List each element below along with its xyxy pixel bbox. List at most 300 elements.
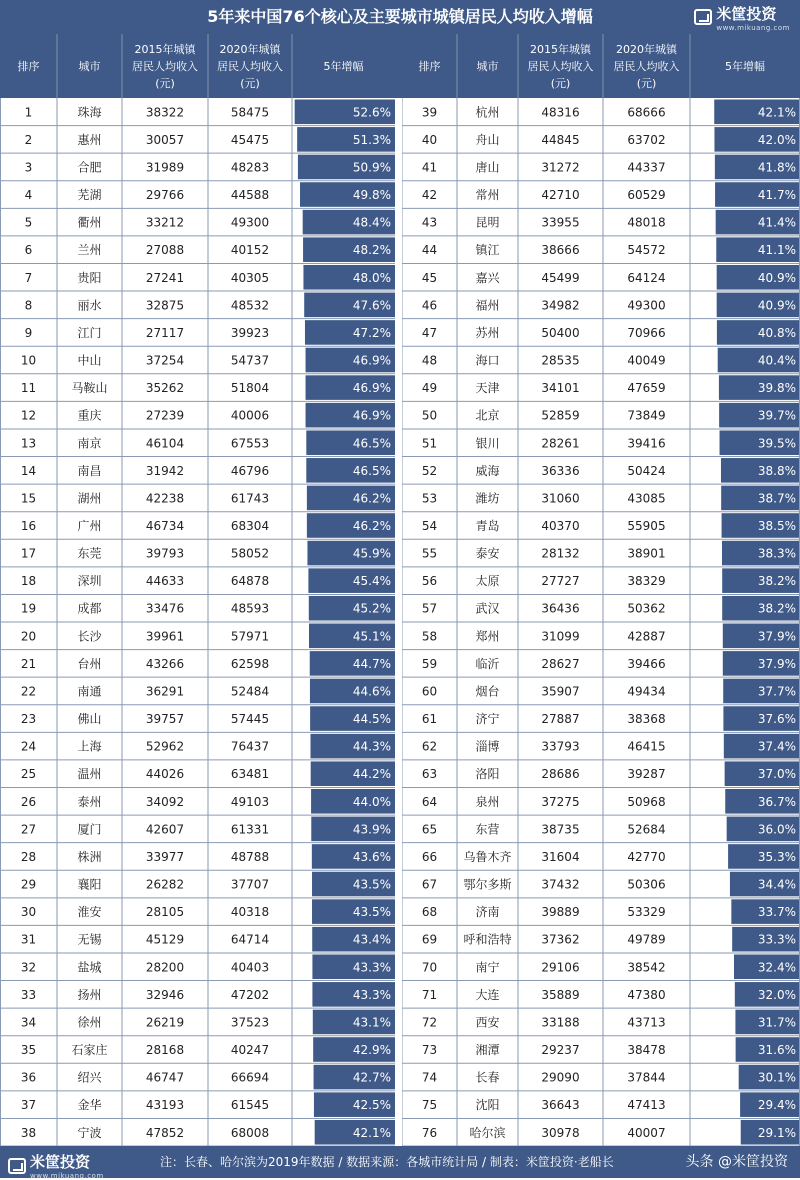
cell-city: 武汉 (475, 601, 500, 616)
cell-income-2020: 40006 (230, 408, 270, 423)
cell-income-2020: 57971 (230, 629, 270, 644)
cell-income-2020: 40152 (230, 243, 270, 258)
cell-income-2015: 48316 (541, 105, 580, 120)
cell-rank: 34 (20, 1015, 37, 1030)
cell-rank: 7 (24, 270, 33, 285)
cell-growth: 43.4% (352, 932, 391, 947)
cell-growth: 43.3% (352, 960, 391, 975)
cell-income-2015: 44633 (145, 574, 185, 589)
cell-income-2020: 50424 (627, 463, 666, 478)
header-rank-right: 排序 (418, 60, 441, 73)
cell-income-2020: 43713 (627, 1015, 666, 1030)
cell-growth: 37.9% (757, 629, 796, 644)
cell-income-2015: 32875 (145, 298, 185, 313)
cell-income-2020: 38542 (627, 960, 666, 975)
cell-rank: 2 (24, 132, 33, 147)
cell-income-2015: 33188 (541, 1015, 580, 1030)
cell-growth: 35.3% (757, 849, 796, 864)
cell-rank: 5 (24, 215, 33, 230)
cell-growth: 48.2% (352, 243, 391, 258)
cell-income-2015: 46104 (145, 436, 185, 451)
logo-url: www.mikuang.com (716, 23, 790, 32)
cell-growth: 50.9% (352, 160, 391, 175)
cell-rank: 60 (421, 684, 438, 699)
cell-rank: 1 (24, 105, 33, 120)
cell-income-2015: 28132 (541, 546, 580, 561)
cell-growth: 43.5% (352, 905, 391, 920)
cell-income-2015: 43193 (145, 1098, 185, 1113)
cell-growth: 45.1% (352, 629, 391, 644)
cell-income-2015: 31099 (541, 629, 580, 644)
cell-growth: 46.9% (352, 408, 391, 423)
cell-income-2015: 42710 (541, 188, 580, 203)
cell-income-2020: 40305 (230, 270, 270, 285)
cell-growth: 46.9% (352, 353, 391, 368)
cell-rank: 17 (20, 546, 37, 561)
cell-growth: 40.9% (757, 270, 796, 285)
cell-income-2015: 37432 (541, 877, 580, 892)
cell-rank: 32 (20, 960, 37, 975)
cell-city: 长沙 (77, 629, 102, 644)
cell-city: 宁波 (77, 1125, 102, 1140)
cell-city: 上海 (77, 739, 102, 754)
cell-growth: 41.1% (757, 243, 796, 258)
cell-city: 苏州 (475, 325, 500, 340)
cell-growth: 30.1% (757, 1070, 796, 1085)
cell-rank: 56 (421, 574, 438, 589)
cell-rank: 70 (421, 960, 438, 975)
cell-income-2020: 68666 (627, 105, 666, 120)
cell-growth: 32.4% (757, 960, 796, 975)
cell-income-2015: 27727 (541, 574, 580, 589)
cell-income-2020: 46415 (627, 739, 666, 754)
cell-income-2020: 57445 (230, 712, 270, 727)
cell-rank: 73 (421, 1043, 438, 1058)
cell-growth: 44.7% (352, 656, 391, 671)
cell-growth: 43.3% (352, 987, 391, 1002)
cell-rank: 19 (20, 601, 37, 616)
cell-income-2015: 36291 (145, 684, 185, 699)
cell-growth: 38.8% (757, 463, 796, 478)
cell-rank: 50 (421, 408, 438, 423)
cell-growth: 44.3% (352, 739, 391, 754)
cell-city: 乌鲁木齐 (463, 849, 512, 864)
cell-growth: 38.7% (757, 491, 796, 506)
header-income-2020-left: 2020年城镇 (219, 43, 281, 56)
cell-growth: 33.3% (757, 932, 796, 947)
cell-city: 温州 (77, 767, 102, 782)
cell-growth: 37.7% (757, 684, 796, 699)
cell-income-2015: 30978 (541, 1125, 580, 1140)
cell-city: 芜湖 (77, 188, 102, 203)
cell-city: 郑州 (475, 629, 500, 644)
cell-income-2020: 63702 (627, 132, 666, 147)
cell-rank: 54 (421, 518, 438, 533)
cell-growth: 34.4% (757, 877, 796, 892)
cell-city: 威海 (475, 463, 500, 478)
header-income-2020-right: (元) (636, 77, 657, 90)
cell-income-2015: 39757 (145, 712, 185, 727)
cell-city: 大连 (475, 987, 500, 1002)
cell-income-2015: 35889 (541, 987, 580, 1002)
cell-rank: 38 (20, 1125, 37, 1140)
cell-income-2020: 54737 (230, 353, 270, 368)
cell-income-2020: 55905 (627, 518, 666, 533)
cell-city: 淄博 (475, 739, 500, 754)
cell-income-2020: 40403 (230, 960, 270, 975)
cell-city: 淮安 (77, 905, 102, 920)
footer-logo-name: 米筐投资 (30, 1153, 91, 1171)
cell-rank: 51 (421, 436, 438, 451)
cell-rank: 29 (20, 877, 37, 892)
cell-city: 洛阳 (475, 767, 500, 782)
cell-income-2015: 42607 (145, 822, 185, 837)
cell-income-2015: 39889 (541, 905, 580, 920)
cell-income-2015: 38735 (541, 822, 580, 837)
cell-city: 海口 (475, 353, 500, 368)
cell-growth: 46.2% (352, 518, 391, 533)
cell-income-2015: 26282 (145, 877, 185, 892)
cell-income-2015: 28168 (145, 1043, 185, 1058)
cell-city: 青岛 (475, 518, 500, 533)
cell-growth: 42.1% (352, 1125, 391, 1140)
cell-growth: 44.2% (352, 767, 391, 782)
header-city-left: 城市 (78, 60, 101, 73)
cell-income-2020: 61545 (230, 1098, 270, 1113)
cell-city: 杭州 (475, 105, 500, 120)
cell-growth: 39.8% (757, 381, 796, 396)
cell-city: 金华 (77, 1098, 102, 1113)
cell-growth: 47.2% (352, 325, 391, 340)
header-income-2015-left: 2015年城镇 (134, 43, 196, 56)
cell-income-2015: 47852 (145, 1125, 185, 1140)
cell-income-2020: 44588 (230, 188, 270, 203)
cell-growth: 37.9% (757, 656, 796, 671)
cell-income-2015: 37254 (145, 353, 185, 368)
cell-rank: 30 (20, 905, 37, 920)
cell-growth: 43.9% (352, 822, 391, 837)
cell-income-2020: 49300 (230, 215, 270, 230)
cell-income-2020: 42770 (627, 849, 666, 864)
cell-rank: 11 (20, 381, 37, 396)
cell-rank: 26 (20, 794, 37, 809)
cell-income-2015: 31060 (541, 491, 580, 506)
cell-income-2015: 44026 (145, 767, 185, 782)
cell-income-2020: 61743 (230, 491, 270, 506)
cell-rank: 28 (20, 849, 37, 864)
cell-income-2020: 38368 (627, 712, 666, 727)
cell-growth: 44.5% (352, 712, 391, 727)
cell-income-2015: 34092 (145, 794, 185, 809)
cell-income-2015: 46734 (145, 518, 185, 533)
cell-income-2020: 50968 (627, 794, 666, 809)
cell-growth: 47.6% (352, 298, 391, 313)
cell-city: 成都 (77, 601, 102, 616)
cell-income-2020: 47380 (627, 987, 666, 1002)
cell-city: 深圳 (77, 574, 102, 589)
header-income-2015-right: 2015年城镇 (530, 43, 591, 56)
header-income-2020-left: (元) (240, 77, 260, 90)
cell-income-2015: 27887 (541, 712, 580, 727)
cell-income-2020: 64878 (230, 574, 270, 589)
cell-city: 合肥 (77, 160, 102, 175)
cell-income-2020: 52684 (627, 822, 666, 837)
cell-income-2020: 40318 (230, 905, 270, 920)
cell-rank: 10 (20, 353, 37, 368)
cell-growth: 38.3% (757, 546, 796, 561)
cell-rank: 71 (421, 987, 438, 1002)
cell-income-2020: 37844 (627, 1070, 666, 1085)
header-income-2020-right: 2020年城镇 (616, 43, 677, 56)
cell-income-2020: 61331 (230, 822, 270, 837)
cell-rank: 3 (24, 160, 33, 175)
cell-rank: 20 (20, 629, 37, 644)
cell-income-2020: 66694 (230, 1070, 270, 1085)
cell-growth: 42.1% (757, 105, 796, 120)
cell-growth: 32.0% (757, 987, 796, 1002)
cell-income-2020: 42887 (627, 629, 666, 644)
cell-income-2020: 46796 (230, 463, 270, 478)
cell-rank: 42 (421, 188, 438, 203)
cell-growth: 38.2% (757, 574, 796, 589)
cell-growth: 45.2% (352, 601, 391, 616)
cell-rank: 72 (421, 1015, 438, 1030)
cell-growth: 38.5% (757, 518, 796, 533)
cell-income-2015: 26219 (145, 1015, 185, 1030)
cell-income-2020: 49789 (627, 932, 666, 947)
cell-growth: 46.5% (352, 436, 391, 451)
cell-income-2020: 52484 (230, 684, 270, 699)
cell-rank: 39 (421, 105, 438, 120)
cell-city: 昆明 (475, 215, 500, 230)
cell-city: 厦门 (77, 822, 102, 837)
footer-logo-url: www.mikuang.com (30, 1172, 104, 1180)
cell-city: 株洲 (77, 849, 102, 864)
cell-income-2015: 39793 (145, 546, 185, 561)
header-income-2015-left: 居民人均收入 (132, 60, 198, 73)
header-rank-left: 排序 (17, 60, 40, 73)
cell-rank: 43 (421, 215, 438, 230)
cell-income-2020: 38901 (627, 546, 666, 561)
cell-rank: 4 (24, 188, 33, 203)
cell-city: 南通 (77, 684, 102, 699)
cell-growth: 41.7% (757, 188, 796, 203)
cell-income-2020: 48788 (230, 849, 270, 864)
cell-income-2020: 37523 (230, 1015, 270, 1030)
cell-income-2020: 50362 (627, 601, 666, 616)
cell-income-2020: 40007 (627, 1125, 666, 1140)
cell-growth: 39.7% (757, 408, 796, 423)
cell-growth: 29.4% (757, 1098, 796, 1113)
cell-income-2020: 48283 (230, 160, 270, 175)
cell-growth: 37.0% (757, 767, 796, 782)
cell-income-2015: 33977 (145, 849, 185, 864)
cell-rank: 35 (20, 1043, 37, 1058)
cell-income-2015: 52962 (145, 739, 185, 754)
cell-income-2015: 35262 (145, 381, 185, 396)
cell-income-2015: 28200 (145, 960, 185, 975)
cell-city: 太原 (475, 574, 500, 589)
header-income-2015-right: (元) (550, 77, 571, 90)
cell-income-2020: 48018 (627, 215, 666, 230)
cell-income-2020: 39416 (627, 436, 666, 451)
cell-rank: 31 (20, 932, 37, 947)
cell-income-2015: 36436 (541, 601, 580, 616)
cell-income-2015: 45499 (541, 270, 580, 285)
cell-growth: 33.7% (757, 905, 796, 920)
cell-city: 沈阳 (475, 1098, 500, 1113)
cell-growth: 43.5% (352, 877, 391, 892)
cell-rank: 74 (421, 1070, 438, 1085)
cell-income-2020: 76437 (230, 739, 270, 754)
cell-growth: 42.7% (352, 1070, 391, 1085)
cell-growth: 48.0% (352, 270, 391, 285)
cell-income-2020: 38329 (627, 574, 666, 589)
cell-income-2015: 46747 (145, 1070, 185, 1085)
cell-city: 南宁 (475, 960, 500, 975)
half-gap (395, 98, 402, 1146)
cell-rank: 18 (20, 574, 37, 589)
cell-growth: 36.7% (757, 794, 796, 809)
cell-city: 丽水 (77, 298, 102, 313)
cell-income-2015: 29237 (541, 1043, 580, 1058)
cell-city: 呼和浩特 (463, 932, 512, 947)
cell-city: 常州 (475, 188, 500, 203)
cell-growth: 43.6% (352, 849, 391, 864)
cell-city: 台州 (77, 656, 102, 671)
cell-growth: 52.6% (352, 105, 391, 120)
cell-growth: 40.9% (757, 298, 796, 313)
cell-rank: 63 (421, 767, 438, 782)
cell-income-2020: 60529 (627, 188, 666, 203)
cell-city: 贵阳 (77, 270, 102, 285)
cell-income-2015: 29766 (145, 188, 185, 203)
cell-income-2020: 38478 (627, 1043, 666, 1058)
cell-rank: 47 (421, 325, 438, 340)
cell-income-2015: 37275 (541, 794, 580, 809)
cell-income-2020: 48593 (230, 601, 270, 616)
cell-income-2015: 39961 (145, 629, 185, 644)
cell-city: 泉州 (475, 794, 500, 809)
cell-growth: 46.5% (352, 463, 391, 478)
cell-city: 衢州 (77, 215, 102, 230)
cell-growth: 42.5% (352, 1098, 391, 1113)
cell-rank: 44 (421, 243, 438, 258)
cell-income-2020: 68304 (230, 518, 270, 533)
cell-growth: 29.1% (757, 1125, 796, 1140)
cell-income-2015: 38666 (541, 243, 580, 258)
cell-rank: 53 (421, 491, 438, 506)
cell-city: 潍坊 (475, 491, 500, 506)
cell-growth: 46.9% (352, 381, 391, 396)
cell-city: 佛山 (77, 712, 102, 727)
footer-logo (8, 1151, 104, 1180)
cell-city: 湖州 (77, 491, 102, 506)
cell-city: 广州 (77, 518, 102, 533)
cell-income-2015: 33212 (145, 215, 185, 230)
cell-growth: 49.8% (352, 188, 391, 203)
cell-income-2015: 28535 (541, 353, 580, 368)
cell-growth: 48.4% (352, 215, 391, 230)
cell-rank: 25 (20, 767, 37, 782)
cell-rank: 66 (421, 849, 438, 864)
cell-income-2015: 37362 (541, 932, 580, 947)
cell-rank: 36 (20, 1070, 37, 1085)
cell-income-2015: 44845 (541, 132, 580, 147)
cell-growth: 44.6% (352, 684, 391, 699)
cell-rank: 33 (20, 987, 37, 1002)
cell-growth: 41.8% (757, 160, 796, 175)
cell-city: 临沂 (475, 656, 500, 671)
cell-income-2020: 43085 (627, 491, 666, 506)
cell-city: 南昌 (77, 463, 102, 478)
cell-growth: 40.4% (757, 353, 796, 368)
cell-income-2020: 39287 (627, 767, 666, 782)
cell-income-2015: 31942 (145, 463, 185, 478)
cell-income-2020: 45475 (230, 132, 270, 147)
cell-income-2015: 40370 (541, 518, 580, 533)
cell-rank: 16 (20, 518, 37, 533)
cell-growth: 46.2% (352, 491, 391, 506)
cell-income-2020: 37707 (230, 877, 270, 892)
cell-growth: 42.9% (352, 1043, 391, 1058)
cell-income-2015: 34982 (541, 298, 580, 313)
footer-bar (0, 1146, 800, 1178)
cell-rank: 40 (421, 132, 438, 147)
cell-rank: 75 (421, 1098, 438, 1113)
cell-income-2015: 45129 (145, 932, 185, 947)
cell-rank: 57 (421, 601, 438, 616)
cell-growth: 44.0% (352, 794, 391, 809)
header-income-2015-right: 居民人均收入 (527, 60, 594, 73)
cell-income-2020: 49300 (627, 298, 666, 313)
cell-income-2015: 36336 (541, 463, 580, 478)
cell-rank: 24 (20, 739, 37, 754)
cell-income-2020: 40247 (230, 1043, 270, 1058)
cell-rank: 27 (20, 822, 37, 837)
cell-income-2015: 33955 (541, 215, 580, 230)
cell-rank: 46 (421, 298, 438, 313)
cell-income-2020: 51804 (230, 381, 270, 396)
cell-rank: 21 (20, 656, 37, 671)
cell-city: 泰安 (475, 546, 500, 561)
cell-rank: 14 (20, 463, 37, 478)
cell-rank: 62 (421, 739, 438, 754)
cell-income-2015: 33793 (541, 739, 580, 754)
cell-rank: 13 (20, 436, 37, 451)
cell-income-2015: 29106 (541, 960, 580, 975)
cell-income-2020: 47202 (230, 987, 270, 1002)
cell-rank: 59 (421, 656, 438, 671)
cell-income-2015: 35907 (541, 684, 580, 699)
header-income-2020-right: 居民人均收入 (613, 60, 680, 73)
cell-income-2015: 28686 (541, 767, 580, 782)
cell-city: 嘉兴 (475, 270, 500, 285)
cell-growth: 45.4% (352, 574, 391, 589)
cell-income-2020: 39466 (627, 656, 666, 671)
header-income-2015-left: (元) (155, 77, 175, 90)
cell-income-2020: 73849 (627, 408, 666, 423)
header-growth-right: 5年增幅 (725, 60, 765, 73)
logo-name: 米筐投资 (716, 4, 777, 23)
cell-income-2020: 64124 (627, 270, 666, 285)
table-header-bg (0, 34, 800, 98)
cell-city: 东莞 (77, 546, 102, 561)
cell-rank: 23 (20, 712, 37, 727)
cell-rank: 65 (421, 822, 438, 837)
cell-city: 重庆 (77, 408, 102, 423)
cell-growth: 37.4% (757, 739, 796, 754)
